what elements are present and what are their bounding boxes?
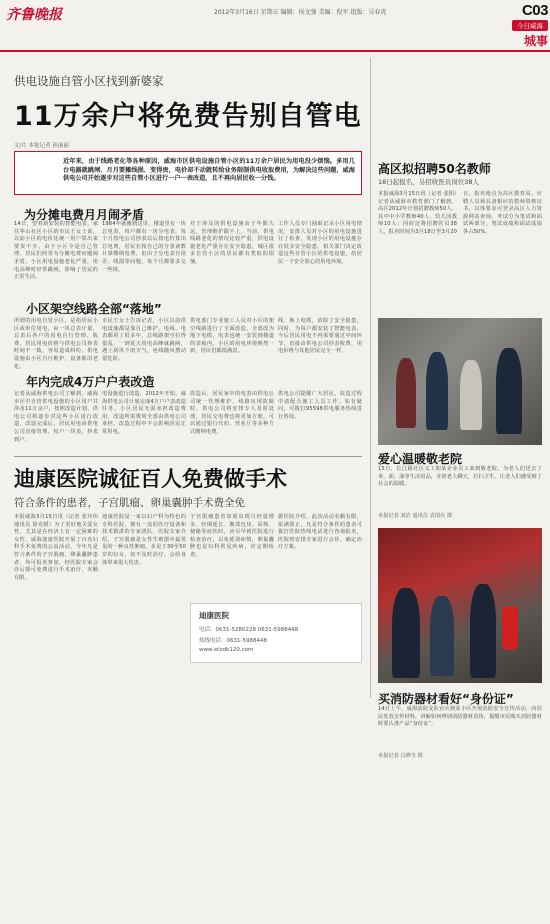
hospital-ad-site: www.wlzdk120.com (199, 647, 254, 653)
section-name: 城事 (523, 34, 548, 48)
firefighter-photo (378, 528, 542, 683)
hospital-ad-phone-2: 热线电话：0631-5988448 (199, 638, 267, 644)
s3-col-2: 电设施进行改造，2012年开始，威海供电公司计划完成4万户户表改造任务，小区居民无需承担改造费用，改造所需费用全部由供电公司承担，改造过程中不会影响居民正常用电。 (102, 391, 186, 435)
hospital-ad-box (190, 603, 362, 663)
hospital-col-2: 迪康医院是一家以妇产科为特色的专科医院，拥有一流的医疗设备和技术精湛的专家团队，医院专家介绍，子宫肌瘤是女性生殖器中最常见的一种良性肿瘤，多见于30至50岁的妇女，如不及时治疗，会给身体带来很大伤害。 (102, 514, 186, 566)
hospital-subhead: 符合条件的患者，子宫肌瘤、卵巢囊肿手术费全免 (14, 497, 245, 509)
main-subhead: 供电设施自管小区找到新婆家 (14, 74, 164, 88)
extinguisher-body: 14日上午，威海消防支队官兵到某小区开展消防安全宣传活动，向居民发放宣传材料，讲解如何辨别消防器材真伪，提醒市民购买消防器材时要认准产品“身份证”。 (378, 706, 542, 728)
s3-col-3: 改造后，居民家中的电表由供电公司统一管理维护，线路出现故障时，供电公司将安排专人及时处理，居民交电费也将更加方便，可以通过银行代扣、营业厅等多种方式缴纳电费。 (190, 391, 274, 435)
s3-col-4: 供电公司提醒广大居民，改造过程中请配合施工人员工作，如有疑问，可拨打95598供电服务热线进行咨询。 (278, 391, 362, 420)
s2-col-1: 所谓的用电自管小区，是指居民小区或单位用电，由一块总表计量，总表后各户的用电自行管理、收费，居民用电价格与供电公司抄表时间不一致，容易造成纠纷。供电设施由小区自行维护，设备陈旧老化。 (14, 318, 98, 370)
s3-col-1: 记者从威海供电公司了解到，威海市区中自管供电设施的小区用户共涉及11万余户，按照改造计划，供电公司将逐步对这些小区进行改造，改造完成后，居民用电由供电公司直接管理，每户一块表，抄表到户。 (14, 391, 98, 443)
lead-summary (14, 151, 362, 195)
section-header (476, 2, 548, 48)
hospital-headline: 迪康医院诚征百人免费做手术 (14, 467, 287, 491)
s2-col-3: 供电部门专业施工人员对小区的架空线路进行了全面改造，全部改为地下电缆，电表也统一安装到楼道的表箱内，小区的用电环境焕然一新，居民们都很满意。 (190, 318, 274, 355)
charity-photo (378, 318, 542, 445)
recruit-subhead: 18日起报名，另招收医员岗位38人 (378, 178, 480, 186)
hospital-ad-phone-1: 电话：0631-5280228 0631-5988448 (199, 627, 299, 633)
masthead-rule (0, 50, 550, 52)
page-number: C03 (521, 2, 548, 19)
main-headline: 11万余户将免费告别自管电 (14, 101, 362, 132)
hospital-col-3: 子宫肌瘤患者如果出现月经量增多、经期延长、腹部包块、尿频、便秘等症状时，应尽早到医院进行检查治疗，以免延误病情，卵巢囊肿也是妇科常见疾病，应定期检查。 (190, 514, 274, 558)
section-head-1: 为分摊电费月月闹矛盾 (24, 208, 145, 222)
s1-col-3: 对于涉及的供电设施由于年限久远，管理维护跟不上，当前，供电线路老化的情况比较严重，供电设施老化严重存在安全隐患，城区很多自管小区的居民都有类似的烦恼。 (190, 221, 274, 265)
s1-col-2: 1984年就搬到这里，楼道里有一块总电表，每户都有一块分电表，每个月按电公司抄表以后按电价算出总电费，居民在按自己的分表读数计算缴纳电费，但由于分电表有误差、线损等问题，每个月都要多交一些钱。 (102, 221, 186, 273)
hospital-col-4: 据医院介绍，此次活动名额有限，报满即止，凡是符合条件的患者可拨打医院热线电话进行咨询报名，医院将安排专家进行会诊，确定治疗方案。 (278, 514, 362, 551)
charity-byline: 本报记者 刘洁 通讯员 袁国亮 摄 (378, 513, 453, 519)
main-byline: 文/片 本报记者 孙丽丽 (14, 143, 69, 149)
charity-body: 15日，长江路社区义工和某企业员工来到敬老院，为老人们送去了米、面、油等生活用品，并陪老人聊天，打扫卫生，让老人们感受到了社会的温暖。 (378, 466, 542, 488)
extinguisher-byline: 本报记者 吕修全 摄 (378, 753, 423, 759)
hospital-ad-label: 迪康医院 (199, 611, 229, 620)
recruit-body: 本报威海3月15日讯（记者 张阳）记者从威海市教育部门了解到，高区2012年计划招聘教师50人，其中中小学教师40人，幼儿园教师10人；同时还将招聘医员38人，报名时间为3月18日至3月20日，报名地点为高区教育局。应聘人员须具备相应的教师资格证书，具体要求可登录高区人力资源网站查询。考试分为笔试和面试两部分，笔试成绩和面试成绩各占50%。 (378, 191, 542, 235)
issue-info: 2012年3月16日 星期五 编辑：侯文强 美编：倪军 组版：吴春虎 (214, 9, 387, 16)
story-divider (14, 456, 362, 457)
column-divider (370, 58, 371, 698)
s1-col-4: 工作人员专门抽取记录小区用电情况，安排人员对小区的用电设施进行了检查，发现小区的用电设施存在很多安全隐患，相关部门决定改造这些自管小区的供电设施，给居民一个安全放心的用电环境。 (278, 221, 362, 265)
hospital-col-1: 本报威海3月15日讯（记者 张玲伟 通讯员 徐克媛）为了更好地关爱女性，尤其是在经济上有一定困难的女性，威海迪康医院开展了百名妇科手术免费的公益活动，今年凡是符合条件的子宫肌瘤、卵巢囊肿患者，均可报名参加，经医院专家会诊后即可免费进行手术治疗，名额有限。 (14, 514, 98, 581)
section-head-2: 小区架空线路全部“落地” (26, 302, 162, 316)
section-head-3: 年内完成4万户户表改造 (26, 375, 155, 389)
s2-col-4: 线，换上电缆，消除了安全隐患，同时，为每户都安装了智能电表，今后居民用电不再需要通过中间环节，直接由供电公司抄表收费，用电价格与其他居民完全一样。 (278, 318, 362, 355)
newspaper-logo: 齐鲁晚报 (6, 7, 62, 23)
lead-text: 近年来，由于线路老化等各种原因，威海市区供电设施自管小区的11万余户居民为用电没少烦恼。多用几台电器就跳闸、月月要摊线损、变得贵，电价却不动就转给业务限制供电收取费用，为解决这些问题，威海供电公司开始逐步对这些自管小区进行一户一表改造，且不再向居民收一分钱。 (63, 158, 355, 183)
charity-headline: 爱心温暖敬老院 (378, 452, 463, 466)
section-tag: 今日威海 (512, 20, 548, 31)
recruit-headline: 高区拟招聘50名教师 (378, 162, 491, 176)
extinguisher-headline: 买消防器材看好“身份证” (378, 692, 514, 706)
s1-col-1: 14日，望着新安装的智能电表，家住华山社区小区的市民王女士说，以前小区的电价比统一用户算出来要贵不少，由于小区全是自己管理，居民们经常为分摊电费问题闹矛盾。小区用电设施老化严重，用电高峰时经常跳闸，影响了居民的正常生活。 (14, 221, 98, 281)
s2-col-2: 市民王女士告诉记者，小区以前供电设施都是靠自己维护，电线、电表都用了很多年，总线路架空拉得很乱，一到夏天用电高峰就跳闸，遇上刮风下雨天气，电线随风摆动很危险。 (102, 318, 186, 362)
